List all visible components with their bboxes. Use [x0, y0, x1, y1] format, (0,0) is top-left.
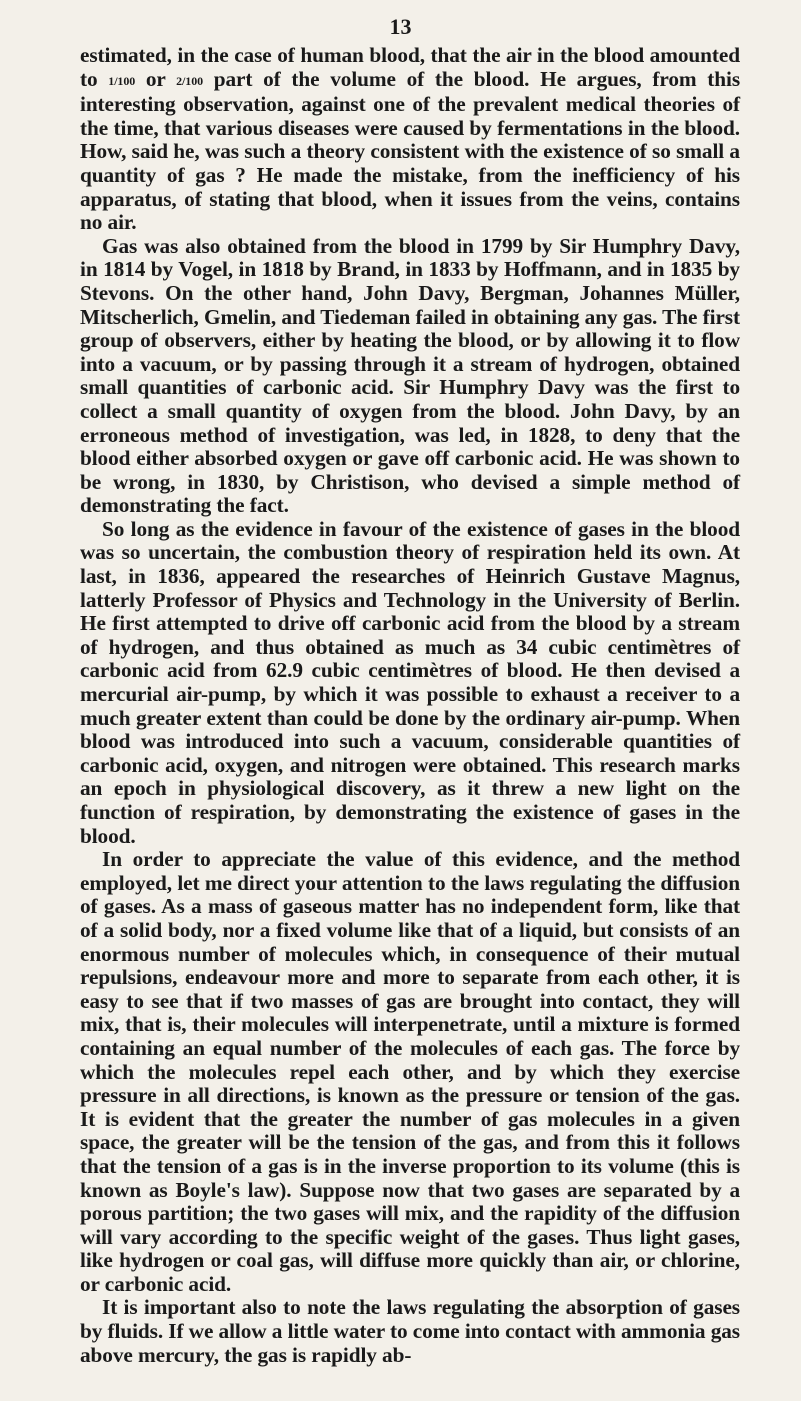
paragraph-5: It is important also to note the laws regulating the absorption of gases by fluids. If we allow a little water to come into contact with ammonia gas above mercury, the gas is rapidly ab- [80, 1295, 740, 1367]
fraction-two-hundredths: 2/100 [176, 73, 203, 88]
paragraph-3: So long as the evidence in favour of the existence of gases in the blood was so uncertain, the combustion theory of respiration held its own. At last, in 1836, appeared the researches of Heinrich Gustave Magnus, latterly Professor of Physics and Technology in the University of Berlin. He first attempted to drive off carbonic acid from the blood by a stream of hydrogen, and thus obtained as much as 34 cubic centimètres of carbonic acid from 62.9 cubic centimètres of blood. He then devised a mercurial air-pump, by which it was possible to exhaust a receiver to a much greater extent than could be done by the ordinary air-pump. When blood was introduced into such a vacuum, considerable quantities of carbonic acid, oxygen, and nitrogen were obtained. This research marks an epoch in physiological discovery, as it threw a new light on the function of respiration, by demonstrating the existence of gases in the blood. [80, 516, 740, 848]
paragraph-1-connector: or [135, 66, 177, 91]
paragraph-1 [80, 44, 740, 235]
paragraph-1-start: estimated, in the case of human blood, that the air in the blood amounted to [80, 43, 740, 91]
body-text [80, 44, 740, 1367]
paragraph-1-rest: part of the volume of the blood. He argues, from this interesting observation, against one of the prevalent medical theories of the time, that various diseases were caused by fermentations in the blood. How, said he, was such a theory consistent with the existence of so small a quantity of gas ? He made the mistake, from the inefficiency of his apparatus, of stating that blood, when it issues from the veins, contains no air. [80, 66, 741, 235]
fraction-one-hundredth: 1/100 [108, 73, 136, 88]
paragraph-2: Gas was also obtained from the blood in 1799 by Sir Humphry Davy, in 1814 by Vogel, in 1818 by Brand, in 1833 by Hoffmann, and in 1835 by Stevons. On the other hand, John Davy, Bergman, Johannes Müller, Mitscherlich, Gmelin, and Tiedeman failed in obtaining any gas. The first group of observers, either by heating the blood, or by allowing it to flow into a vacuum, or by passing through it a stream of hydrogen, obtained small quantities of carbonic acid. Sir Humphry Davy was the first to collect a small quantity of oxygen from the blood. John Davy, by an erroneous method of investigation, was led, in 1828, to deny that the blood either absorbed oxygen or gave off carbonic acid. He was shown to be wrong, in 1830, by Christison, who devised a simple method of demonstrating the fact. [80, 233, 740, 518]
paragraph-4: In order to appreciate the value of this evidence, and the method employed, let me direct your attention to the laws regulating the diffusion of gases. As a mass of gaseous matter has no independent form, like that of a solid body, nor a fixed volume like that of a liquid, but consists of an enormous number of molecules which, in consequence of their mutual repulsions, endeavour more and more to separate from each other, it is easy to see that if two masses of gas are brought into contact, they will mix, that is, their molecules will interpenetrate, until a mixture is formed containing an equal number of the molecules of each gas. The force by which the molecules repel each other, and by which they exercise pressure in all directions, is known as the pressure or tension of the gas. It is evident that the greater the number of gas molecules in a given space, the greater will be the tension of the gas, and from this it follows that the tension of a gas is in the inverse proportion to its volume (this is known as Boyle's law). Suppose now that two gases are separated by a porous partition; the two gases will mix, and the rapidity of the diffusion will vary according to the specific weight of the gases. Thus light gases, like hydrogen or coal gas, will diffuse more quickly than air, or chlorine, or carbonic acid. [80, 847, 740, 1296]
page-number: 13 [389, 14, 412, 39]
